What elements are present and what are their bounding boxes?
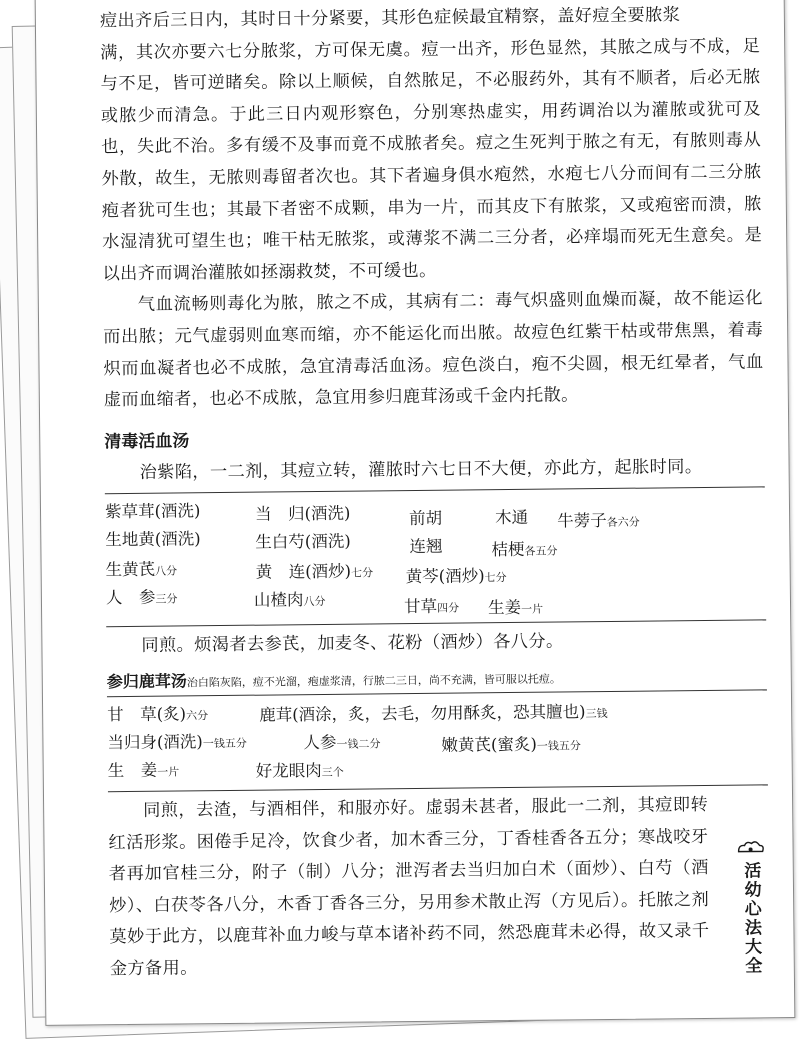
herb-item: 生地黄(酒洗) bbox=[105, 529, 201, 550]
herb-item: 人参一钱二分 bbox=[303, 732, 381, 753]
herb-item: 生白芍(酒洗) bbox=[255, 531, 351, 552]
herb-item: 当归身(酒洗)一钱五分 bbox=[107, 732, 247, 753]
recipe2-usage: 同煎，去渣，与酒相伴，和服亦好。虚弱未甚者，服此一二剂，其痘即转红活形浆。困倦手足冷，饮食少者，加木香三分，丁香桂香各五分；寒战咬牙者再加官桂三分，附子（制）八分；泄泻者去当归加白术（面炒）、白芍（酒炒）、白茯苓各八分，木香丁香各三分，另用参术散止泻（方见后）。托脓之剂莫妙于此方，以鹿茸补血力峻与草本诸补药不同，然恐鹿茸未必得，故又录千金方备用。 bbox=[108, 794, 710, 980]
recipe1-herb-table bbox=[105, 492, 766, 617]
front-page bbox=[35, 0, 796, 1026]
book-title: 活幼心法大全 bbox=[740, 861, 762, 976]
paragraph-1: 满，其次亦要六七分脓浆，方可保无虞。痘一出齐，形色显然，其脓之成与不成，足与不足，皆可逆睹矣。除以上顺候，自然脓足，不必服药外，其有不顺者，后必无脓或脓少而清急。于此三日内观形察色，分别寒热虚实，用药调治以为灌脓或犹可及也，失此不治。多有缓不及事而竟不成脓者矣。痘之生死判于脓之有无，有脓则毒从外散，故生，无脓则毒留者次也。其下者遍身俱水疱然，水疱七八分而间有二三分脓疱者犹可生也；其最下者密不成颗，串为一片，而其皮下有脓浆，又或疱密而溃，脓水湿清犹可望生也；唯干枯无脓浆，或薄浆不满二三分者，必痒塌而死无生意矣。是以出齐而调治灌脓如拯溺救焚，不可缓也。 bbox=[100, 35, 763, 285]
herb-item: 生黄芪八分 bbox=[105, 560, 178, 580]
cloud-ornament-icon bbox=[735, 839, 765, 857]
recipe1-indication: 治紫陷，一二剂，其痘立转，灌脓时六七日不大便，亦此方，起胀时同。 bbox=[139, 456, 703, 483]
herb-item: 嫩黄芪(蜜炙)一钱五分 bbox=[441, 734, 581, 755]
recipe2-header bbox=[107, 662, 767, 692]
herb-item: 鹿茸(酒涂，炙，去毛，勿用酥炙，恐其膻也)三钱 bbox=[259, 702, 608, 725]
top-fragment: 痘出齐后三日内，其时日十分紧要，其形色症候最宜精察，盖好痘全要脓浆 bbox=[99, 5, 681, 32]
recipe2-herb-table bbox=[107, 694, 768, 785]
herb-item: 生 姜一片 bbox=[107, 760, 180, 781]
herb-item: 黄 连(酒炒)七分 bbox=[255, 561, 374, 582]
herb-item: 好龙眼肉三个 bbox=[255, 760, 344, 781]
herb-item: 紫草茸(酒洗) bbox=[104, 501, 201, 522]
herb-item: 木通 bbox=[495, 508, 529, 528]
herb-item: 桔梗各五分 bbox=[491, 540, 558, 560]
recipe1-title: 清毒活血汤 bbox=[104, 431, 190, 452]
herb-item: 人 参三分 bbox=[105, 588, 178, 608]
herb-item: 前胡 bbox=[409, 509, 443, 529]
herb-item: 黄芩(酒炒)七分 bbox=[405, 566, 507, 587]
herb-item: 甘草四分 bbox=[403, 597, 460, 617]
paragraph-2: 气血流畅则毒化为脓，脓之不成，其病有二：毒气炽盛则血燥而凝，故不能运化而出脓；元气虚弱则血寒而缩，亦不能运化而出脓。故痘色红紫干枯或带焦黑，着毒炽而血凝者也必不成脓，急宜清毒活血汤。痘色淡白，疱不尖圆，根无红晕者，气血虚而血缩者，也必不成脓，急宜用参归鹿茸汤或千金内托散。 bbox=[103, 288, 764, 411]
herb-item: 甘 草(炙)六分 bbox=[107, 704, 209, 725]
page-content bbox=[100, 0, 770, 986]
recipe2-indication: 治白陷灰陷，痘不光溜，疱虚浆清，行脓二三日，尚不充满，皆可服以托痘。 bbox=[186, 672, 561, 690]
herb-item: 牛蒡子各六分 bbox=[557, 511, 640, 531]
recipe1-usage: 同煎。烦渴者去参芪，加麦冬、花粉（酒炒）各八分。 bbox=[141, 631, 564, 657]
recipe2-title: 参归鹿茸汤 bbox=[106, 671, 187, 692]
side-book-title bbox=[730, 839, 771, 979]
herb-item: 生姜一片 bbox=[487, 598, 544, 618]
herb-item: 连翘 bbox=[409, 537, 443, 557]
herb-item: 当 归(酒洗) bbox=[254, 503, 351, 524]
herb-item: 山楂肉八分 bbox=[253, 590, 326, 611]
